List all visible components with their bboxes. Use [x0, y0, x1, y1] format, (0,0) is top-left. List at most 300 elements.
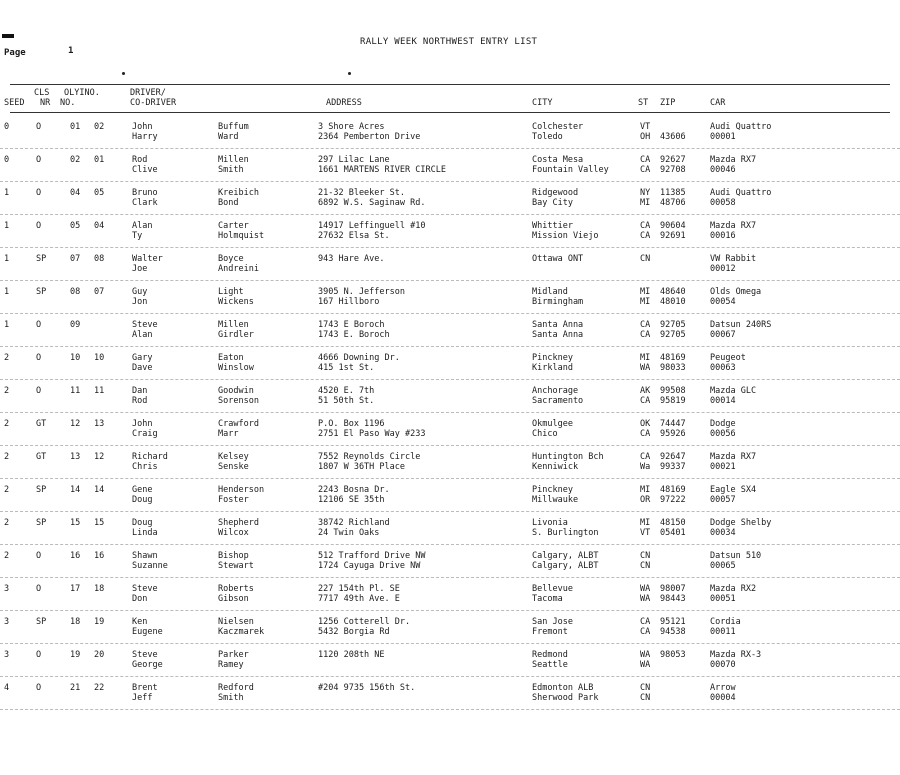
driver-city: Ridgewood	[532, 188, 579, 198]
driver-first-name: John	[132, 122, 153, 132]
codriver-city: Santa Anna	[532, 330, 584, 340]
codriver-state: MI	[640, 198, 651, 208]
driver-zip: 95121	[660, 617, 686, 627]
car-number: 00034	[710, 528, 736, 538]
nr-cell: 10	[70, 353, 81, 363]
driver-zip: 74447	[660, 419, 686, 429]
class-cell: O	[36, 221, 42, 231]
driver-city: Santa Anna	[532, 320, 584, 330]
nr-cell: 09	[70, 320, 81, 330]
driver-first-name: Rod	[132, 155, 148, 165]
driver-first-name: Bruno	[132, 188, 158, 198]
driver-address: 4666 Downing Dr.	[318, 353, 400, 363]
driver-last-name: Millen	[218, 320, 249, 330]
codriver-last-name: Ramey	[218, 660, 244, 670]
car-number: 00056	[710, 429, 736, 439]
seed-cell: 0	[4, 155, 10, 165]
codriver-city: Mission Viejo	[532, 231, 599, 241]
driver-city: Okmulgee	[532, 419, 573, 429]
col-header-no: NO.	[60, 98, 76, 108]
codriver-address: 7717 49th Ave. E	[318, 594, 400, 604]
registration-mark	[2, 34, 14, 38]
codriver-city: Chico	[532, 429, 558, 439]
driver-zip: 98007	[660, 584, 686, 594]
codriver-zip: 95926	[660, 429, 686, 439]
car-model: Olds Omega	[710, 287, 762, 297]
driver-city: San Jose	[532, 617, 573, 627]
oly-no-cell: 15	[94, 518, 105, 528]
driver-zip: 98053	[660, 650, 686, 660]
codriver-city: Calgary, ALBT	[532, 561, 599, 571]
codriver-address: 415 1st St.	[318, 363, 375, 373]
car-model: Mazda RX7	[710, 221, 757, 231]
codriver-state: WA	[640, 594, 651, 604]
driver-state: CA	[640, 221, 651, 231]
nr-cell: 21	[70, 683, 81, 693]
entry-row	[0, 617, 900, 647]
driver-city: Pinckney	[532, 485, 573, 495]
driver-state: VT	[640, 122, 651, 132]
driver-last-name: Nielsen	[218, 617, 254, 627]
codriver-last-name: Stewart	[218, 561, 254, 571]
driver-city: Calgary, ALBT	[532, 551, 599, 561]
seed-cell: 2	[4, 353, 10, 363]
seed-cell: 4	[4, 683, 10, 693]
driver-state: CN	[640, 551, 651, 561]
nr-cell: 04	[70, 188, 81, 198]
driver-first-name: Steve	[132, 584, 158, 594]
nr-cell: 19	[70, 650, 81, 660]
car-model: Cordia	[710, 617, 741, 627]
nr-cell: 18	[70, 617, 81, 627]
col-header-olyino: OLYINO.	[64, 88, 100, 98]
driver-last-name: Light	[218, 287, 244, 297]
driver-address: 7552 Reynolds Circle	[318, 452, 421, 462]
nr-cell: 01	[70, 122, 81, 132]
seed-cell: 0	[4, 122, 10, 132]
codriver-first-name: Craig	[132, 429, 158, 439]
driver-zip: 92647	[660, 452, 686, 462]
car-model: Dodge Shelby	[710, 518, 772, 528]
col-header-address: ADDRESS	[326, 98, 362, 108]
driver-first-name: Guy	[132, 287, 148, 297]
codriver-state: OR	[640, 495, 651, 505]
driver-last-name: Millen	[218, 155, 249, 165]
page-label: Page	[4, 48, 26, 58]
entry-row	[0, 551, 900, 581]
codriver-last-name: Bond	[218, 198, 239, 208]
entry-row	[0, 485, 900, 515]
driver-address: 1256 Cotterell Dr.	[318, 617, 411, 627]
row-separator	[0, 280, 900, 281]
codriver-first-name: Clark	[132, 198, 158, 208]
codriver-last-name: Holmquist	[218, 231, 265, 241]
class-cell: O	[36, 551, 42, 561]
class-cell: SP	[36, 254, 47, 264]
entry-row	[0, 650, 900, 680]
codriver-last-name: Kaczmarek	[218, 627, 265, 637]
car-model: Audi Quattro	[710, 122, 772, 132]
driver-last-name: Buffum	[218, 122, 249, 132]
driver-last-name: Crawford	[218, 419, 259, 429]
nr-cell: 15	[70, 518, 81, 528]
codriver-last-name: Sorenson	[218, 396, 259, 406]
car-number: 00011	[710, 627, 736, 637]
car-model: Mazda RX2	[710, 584, 757, 594]
row-separator	[0, 148, 900, 149]
driver-state: MI	[640, 353, 651, 363]
oly-no-cell: 18	[94, 584, 105, 594]
driver-address: 21-32 Bleeker St.	[318, 188, 405, 198]
car-number: 00016	[710, 231, 736, 241]
driver-last-name: Goodwin	[218, 386, 254, 396]
entry-row	[0, 584, 900, 614]
class-cell: SP	[36, 287, 47, 297]
codriver-state: CA	[640, 330, 651, 340]
driver-city: Colchester	[532, 122, 584, 132]
entry-row	[0, 683, 900, 713]
nr-cell: 08	[70, 287, 81, 297]
seed-cell: 2	[4, 452, 10, 462]
driver-address: 297 Lilac Lane	[318, 155, 390, 165]
codriver-state: CN	[640, 693, 651, 703]
driver-state: NY	[640, 188, 651, 198]
codriver-address: 1724 Cayuga Drive NW	[318, 561, 421, 571]
col-header-car: CAR	[710, 98, 726, 108]
driver-zip: 92705	[660, 320, 686, 330]
entry-row	[0, 386, 900, 416]
codriver-state: OH	[640, 132, 651, 142]
col-header-zip: ZIP	[660, 98, 676, 108]
row-separator	[0, 214, 900, 215]
oly-no-cell: 02	[94, 122, 105, 132]
col-header-cls: CLS	[34, 88, 50, 98]
car-model: Dodge	[710, 419, 736, 429]
row-separator	[0, 478, 900, 479]
seed-cell: 3	[4, 584, 10, 594]
codriver-first-name: Rod	[132, 396, 148, 406]
driver-state: MI	[640, 518, 651, 528]
nr-cell: 13	[70, 452, 81, 462]
driver-address: 38742 Richland	[318, 518, 390, 528]
car-model: Mazda GLC	[710, 386, 757, 396]
nr-cell: 05	[70, 221, 81, 231]
driver-first-name: Doug	[132, 518, 153, 528]
codriver-city: Bay City	[532, 198, 573, 208]
class-cell: GT	[36, 419, 47, 429]
codriver-last-name: Smith	[218, 693, 244, 703]
driver-city: Midland	[532, 287, 568, 297]
driver-zip: 48169	[660, 485, 686, 495]
driver-first-name: Alan	[132, 221, 153, 231]
driver-state: CN	[640, 683, 651, 693]
driver-address: 4520 E. 7th	[318, 386, 375, 396]
driver-zip: 11385	[660, 188, 686, 198]
row-separator	[0, 511, 900, 512]
oly-no-cell: 20	[94, 650, 105, 660]
entry-row	[0, 221, 900, 251]
codriver-first-name: Alan	[132, 330, 153, 340]
driver-first-name: Ken	[132, 617, 148, 627]
codriver-zip: 97222	[660, 495, 686, 505]
driver-last-name: Shepherd	[218, 518, 259, 528]
class-cell: O	[36, 584, 42, 594]
nr-cell: 11	[70, 386, 81, 396]
codriver-zip: 99337	[660, 462, 686, 472]
class-cell: O	[36, 320, 42, 330]
driver-zip: 48640	[660, 287, 686, 297]
driver-zip: 90604	[660, 221, 686, 231]
codriver-address: 1661 MARTENS RIVER CIRCLE	[318, 165, 446, 175]
driver-state: CN	[640, 254, 651, 264]
row-separator	[0, 610, 900, 611]
oly-no-cell: 12	[94, 452, 105, 462]
entry-row	[0, 155, 900, 185]
oly-no-cell: 14	[94, 485, 105, 495]
driver-address: 1743 E Boroch	[318, 320, 385, 330]
car-model: Datsun 510	[710, 551, 762, 561]
row-separator	[0, 247, 900, 248]
col-header-nr: NR	[40, 98, 51, 108]
codriver-city: Seattle	[532, 660, 568, 670]
codriver-city: Tacoma	[532, 594, 563, 604]
driver-city: Anchorage	[532, 386, 579, 396]
codriver-address: 6892 W.S. Saginaw Rd.	[318, 198, 426, 208]
codriver-state: CA	[640, 429, 651, 439]
row-separator	[0, 412, 900, 413]
oly-no-cell: 07	[94, 287, 105, 297]
class-cell: O	[36, 122, 42, 132]
codriver-city: Sacramento	[532, 396, 584, 406]
car-model: Eagle SX4	[710, 485, 757, 495]
print-speck	[348, 72, 351, 75]
driver-last-name: Henderson	[218, 485, 265, 495]
row-separator	[0, 379, 900, 380]
codriver-address: 24 Twin Oaks	[318, 528, 380, 538]
codriver-first-name: Jeff	[132, 693, 153, 703]
driver-zip: 48150	[660, 518, 686, 528]
car-model: Arrow	[710, 683, 736, 693]
codriver-address: 1743 E. Boroch	[318, 330, 390, 340]
car-number: 00001	[710, 132, 736, 142]
driver-zip: 92627	[660, 155, 686, 165]
seed-cell: 1	[4, 287, 10, 297]
row-separator	[0, 643, 900, 644]
codriver-zip: 92691	[660, 231, 686, 241]
codriver-address: 2751 El Paso Way #233	[318, 429, 426, 439]
codriver-city: Fountain Valley	[532, 165, 609, 175]
codriver-first-name: Clive	[132, 165, 158, 175]
driver-address: P.O. Box 1196	[318, 419, 385, 429]
entry-row	[0, 254, 900, 284]
driver-first-name: John	[132, 419, 153, 429]
driver-address: 3905 N. Jefferson	[318, 287, 405, 297]
driver-city: Bellevue	[532, 584, 573, 594]
car-number: 00065	[710, 561, 736, 571]
car-model: Mazda RX7	[710, 155, 757, 165]
driver-city: Costa Mesa	[532, 155, 584, 165]
codriver-city: Kenniwick	[532, 462, 579, 472]
driver-address: 227 154th Pl. SE	[318, 584, 400, 594]
codriver-address: 1807 W 36TH Place	[318, 462, 405, 472]
codriver-last-name: Wickens	[218, 297, 254, 307]
document-title: RALLY WEEK NORTHWEST ENTRY LIST	[360, 37, 538, 47]
driver-state: CA	[640, 155, 651, 165]
codriver-state: WA	[640, 660, 651, 670]
car-number: 00021	[710, 462, 736, 472]
class-cell: SP	[36, 485, 47, 495]
car-number: 00004	[710, 693, 736, 703]
entry-row	[0, 518, 900, 548]
driver-city: Pinckney	[532, 353, 573, 363]
col-header-codriver: CO-DRIVER	[130, 98, 177, 108]
driver-state: CA	[640, 452, 651, 462]
codriver-state: CN	[640, 561, 651, 571]
class-cell: O	[36, 188, 42, 198]
codriver-zip: 98443	[660, 594, 686, 604]
car-number: 00063	[710, 363, 736, 373]
oly-no-cell: 08	[94, 254, 105, 264]
class-cell: SP	[36, 518, 47, 528]
driver-address: 512 Trafford Drive NW	[318, 551, 426, 561]
codriver-city: Birmingham	[532, 297, 584, 307]
codriver-first-name: Doug	[132, 495, 153, 505]
codriver-city: Fremont	[532, 627, 568, 637]
entry-row	[0, 320, 900, 350]
seed-cell: 1	[4, 188, 10, 198]
car-model: Peugeot	[710, 353, 746, 363]
codriver-city: Toledo	[532, 132, 563, 142]
driver-state: WA	[640, 650, 651, 660]
car-number: 00012	[710, 264, 736, 274]
codriver-state: MI	[640, 297, 651, 307]
car-model: VW Rabbit	[710, 254, 757, 264]
class-cell: O	[36, 650, 42, 660]
codriver-city: Kirkland	[532, 363, 573, 373]
seed-cell: 3	[4, 617, 10, 627]
codriver-first-name: Ty	[132, 231, 143, 241]
codriver-first-name: Eugene	[132, 627, 163, 637]
driver-address: #204 9735 156th St.	[318, 683, 416, 693]
codriver-last-name: Girdler	[218, 330, 254, 340]
codriver-address: 51 50th St.	[318, 396, 375, 406]
codriver-first-name: Don	[132, 594, 148, 604]
nr-cell: 16	[70, 551, 81, 561]
entry-row	[0, 188, 900, 218]
driver-address: 14917 Leffinguell #10	[318, 221, 426, 231]
codriver-first-name: Jon	[132, 297, 148, 307]
codriver-zip: 98033	[660, 363, 686, 373]
car-model: Mazda RX-3	[710, 650, 762, 660]
codriver-first-name: George	[132, 660, 163, 670]
class-cell: O	[36, 155, 42, 165]
entry-row	[0, 122, 900, 152]
car-number: 00070	[710, 660, 736, 670]
codriver-state: CA	[640, 396, 651, 406]
seed-cell: 2	[4, 518, 10, 528]
codriver-last-name: Andreini	[218, 264, 259, 274]
codriver-state: CA	[640, 627, 651, 637]
driver-city: Redmond	[532, 650, 568, 660]
row-separator	[0, 577, 900, 578]
seed-cell: 1	[4, 320, 10, 330]
codriver-zip: 48010	[660, 297, 686, 307]
class-cell: O	[36, 386, 42, 396]
codriver-address: 2364 Pemberton Drive	[318, 132, 421, 142]
driver-zip: 99508	[660, 386, 686, 396]
seed-cell: 2	[4, 419, 10, 429]
codriver-address: 167 Hillboro	[318, 297, 380, 307]
driver-first-name: Brent	[132, 683, 158, 693]
codriver-state: Wa	[640, 462, 651, 472]
driver-address: 2243 Bosna Dr.	[318, 485, 390, 495]
codriver-first-name: Harry	[132, 132, 158, 142]
car-number: 00058	[710, 198, 736, 208]
driver-city: Edmonton ALB	[532, 683, 594, 693]
nr-cell: 07	[70, 254, 81, 264]
driver-last-name: Kreibich	[218, 188, 259, 198]
driver-state: MI	[640, 287, 651, 297]
driver-last-name: Roberts	[218, 584, 254, 594]
driver-first-name: Gary	[132, 353, 153, 363]
codriver-zip: 95819	[660, 396, 686, 406]
row-separator	[0, 709, 900, 710]
class-cell: GT	[36, 452, 47, 462]
driver-state: OK	[640, 419, 651, 429]
driver-state: CA	[640, 320, 651, 330]
seed-cell: 3	[4, 650, 10, 660]
codriver-last-name: Winslow	[218, 363, 254, 373]
oly-no-cell: 13	[94, 419, 105, 429]
oly-no-cell: 10	[94, 353, 105, 363]
driver-state: CA	[640, 617, 651, 627]
nr-cell: 14	[70, 485, 81, 495]
driver-first-name: Dan	[132, 386, 148, 396]
driver-city: Whittier	[532, 221, 573, 231]
print-speck	[122, 72, 125, 75]
codriver-zip: 43606	[660, 132, 686, 142]
oly-no-cell: 19	[94, 617, 105, 627]
car-number: 00046	[710, 165, 736, 175]
codriver-zip: 92708	[660, 165, 686, 175]
driver-zip: 48169	[660, 353, 686, 363]
oly-no-cell: 22	[94, 683, 105, 693]
codriver-first-name: Chris	[132, 462, 158, 472]
driver-state: WA	[640, 584, 651, 594]
driver-first-name: Richard	[132, 452, 168, 462]
car-number: 00054	[710, 297, 736, 307]
driver-last-name: Kelsey	[218, 452, 249, 462]
seed-cell: 2	[4, 386, 10, 396]
codriver-address: 5432 Borgia Rd	[318, 627, 390, 637]
driver-city: Huntington Bch	[532, 452, 604, 462]
page-number: 1	[68, 46, 74, 56]
row-separator	[0, 676, 900, 677]
col-header-driver: DRIVER/	[130, 88, 166, 98]
row-separator	[0, 313, 900, 314]
header-top-rule	[10, 84, 890, 85]
codriver-city: Millwauke	[532, 495, 579, 505]
class-cell: O	[36, 353, 42, 363]
entry-row	[0, 419, 900, 449]
codriver-address: 27632 Elsa St.	[318, 231, 390, 241]
codriver-state: WA	[640, 363, 651, 373]
row-separator	[0, 181, 900, 182]
codriver-zip: 48706	[660, 198, 686, 208]
codriver-last-name: Foster	[218, 495, 249, 505]
driver-city: Livonia	[532, 518, 568, 528]
entry-row	[0, 287, 900, 317]
